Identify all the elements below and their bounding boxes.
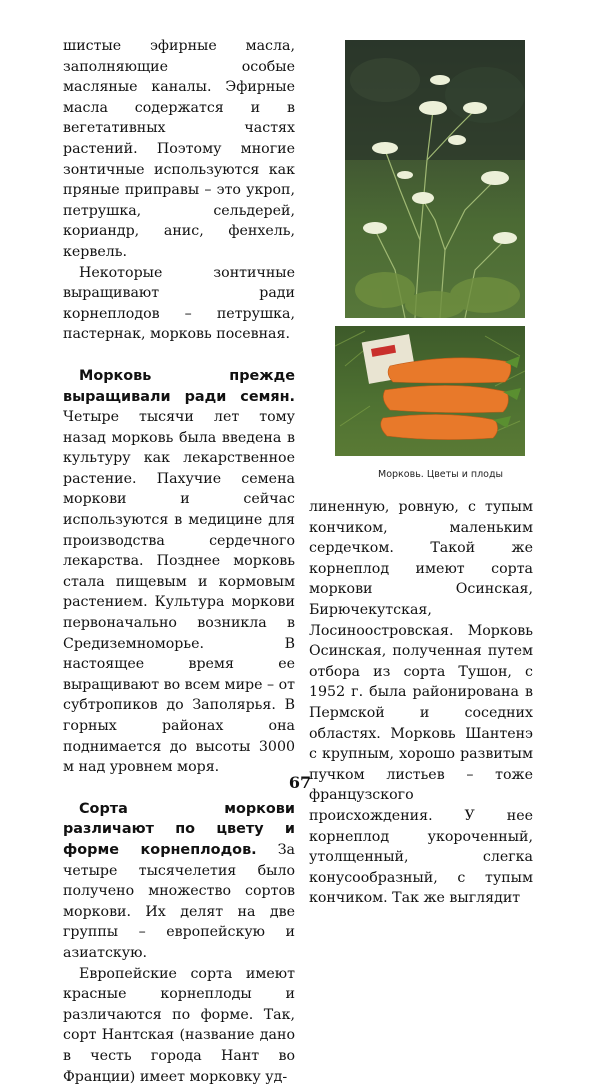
paragraph-varieties-continued: линенную, ровную, с тупым кончиком, маленьким сердечком. Такой же корнеплод имеют сорта моркови Осинская, Бирючекутская, Лосиноостровская. Морковь Осинская, полученная путем отбора из сорта Тушон, с 1952 г. была районирована в Пермской и соседних областях. Морковь Шантенэ с крупным, хорошо развитым пучком листьев – тоже французского происхождения. У нее корнеплод укороченный, утолщенный, слегка конусообразный, с тупым кончиком. Так же выглядит [309, 499, 533, 907]
right-text-column [309, 497, 533, 909]
section-text-seeds: Четыре тысячи лет тому назад морковь была введена в культуру как лекарственное растение. Пахучие семена моркови и сейчас используются в медицине для производства сердечного лекарства. Позднее морковь стала пищевым и кормовым растением. Культура моркови первоначально возникла в Средиземноморье. В настоящее время ее выращивают во всем мире – от субтропиков до Заполярья. В горных районах она поднимается до высоты 3000 м над уровнем моря. [63, 409, 296, 776]
paragraph-european-varieties: Европейские сорта имеют красные корнеплоды и различаются по форме. Так, сорт Нантская (название дано в честь города Нант во Франции) имеет морковку уд- [63, 965, 295, 1085]
section-heading-seeds: Морковь прежде выращивали ради семян. [63, 367, 295, 405]
section-carrot-history [63, 366, 295, 778]
figure-caption: Морковь. Цветы и плоды [378, 469, 504, 480]
carrot-flowers-photo [345, 40, 525, 318]
paragraph-essential-oils: шистые эфирные масла, заполняющие особые масляные каналы. Эфирные масла содержатся и в вегетативных частях растений. Поэтому многие зонтичные используются как пряные приправы – это укроп, петрушка, сельдерей, кориандр, анис, фенхель, кервель. [63, 38, 295, 260]
section-heading-varieties: Сорта моркови различают по цвету и форме корнеплодов. [63, 800, 295, 858]
paragraph-root-vegetables: Некоторые зонтичные выращивают ради корнеплодов – петрушка, пастернак, морковь посевная. [63, 264, 295, 343]
section-carrot-varieties [63, 799, 295, 964]
section-text-varieties: За четыре тысячелетия было получено множество сортов моркови. Их делят на две группы – европейскую и азиатскую. [63, 841, 296, 961]
carrot-roots-photo [335, 326, 525, 456]
left-text-column [63, 36, 295, 1087]
page-number: 67 [288, 773, 312, 792]
